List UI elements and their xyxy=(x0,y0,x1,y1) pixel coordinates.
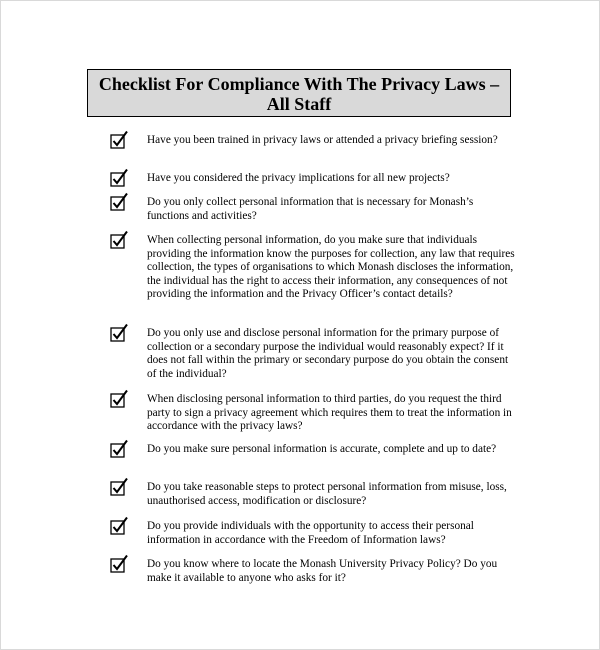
checkbox-checked-icon[interactable] xyxy=(110,554,130,574)
checklist-item-text: Do you provide individuals with the opportunity to access their personal information in accordance with the Freedom of Information laws? xyxy=(147,520,474,546)
document-title-box xyxy=(87,69,511,117)
checklist-item-text: Do you only collect personal information that is necessary for Monash’s functions and activities? xyxy=(147,196,474,222)
checkbox-checked-icon[interactable] xyxy=(110,516,130,536)
document-title-line-1: Checklist For Compliance With The Privacy Laws – xyxy=(98,74,500,94)
checkbox-checked-icon[interactable] xyxy=(110,230,130,250)
checklist-item-text: Do you only use and disclose personal information for the primary purpose of collection or a secondary purpose the individual would reasonably expect? If it does not fall within the primary or secondary purpose do you obtain the consent of the individual? xyxy=(147,327,509,380)
checkbox-checked-icon[interactable] xyxy=(110,130,130,150)
checklist-item-text: Have you considered the privacy implications for all new projects? xyxy=(147,172,450,184)
checklist-item-text: Do you know where to locate the Monash University Privacy Policy? Do you make it available to anyone who asks for it? xyxy=(147,558,498,584)
checkbox-checked-icon[interactable] xyxy=(110,439,130,459)
checklist-item-text: Do you make sure personal information is accurate, complete and up to date? xyxy=(147,443,497,455)
checkbox-checked-icon[interactable] xyxy=(110,192,130,212)
checklist-item-text: When collecting personal information, do you make sure that individuals providing the information know the purposes for collection, any law that requires collection, the types of organisations to which Monash discloses the information, the individual has the right to access their information, any consequences of not providing the information and the Privacy Officer’s contact details? xyxy=(147,234,515,301)
checkbox-checked-icon[interactable] xyxy=(110,168,130,188)
checkbox-checked-icon[interactable] xyxy=(110,477,130,497)
checkbox-checked-icon[interactable] xyxy=(110,389,130,409)
document-title-line-2: All Staff xyxy=(266,94,332,114)
checklist-item-text: Have you been trained in privacy laws or attended a privacy briefing session? xyxy=(147,134,498,146)
checkbox-checked-icon[interactable] xyxy=(110,323,130,343)
checklist-item-text: When disclosing personal information to third parties, do you request the third party to sign a privacy agreement which requires them to treat the information in accordance with the privacy laws? xyxy=(147,393,512,433)
checklist-item-text: Do you take reasonable steps to protect personal information from misuse, loss, unauthorised access, modification or disclosure? xyxy=(147,481,507,507)
